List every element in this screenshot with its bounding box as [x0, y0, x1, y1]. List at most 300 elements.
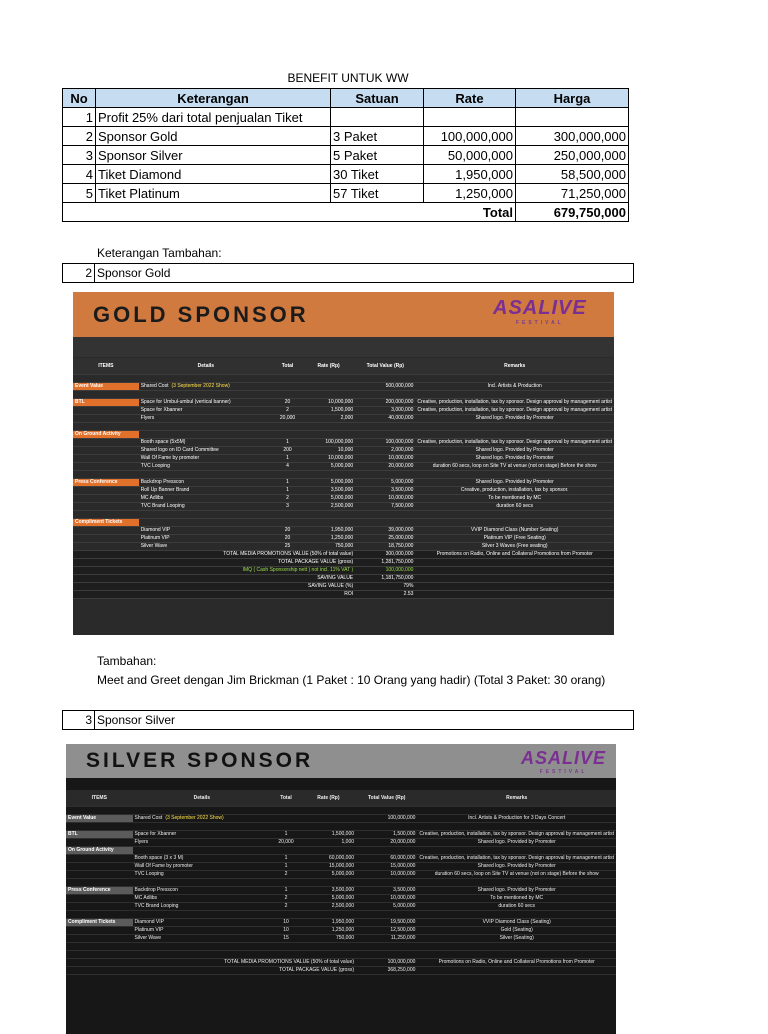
row-no: 1: [63, 108, 96, 127]
card-cell-r: 1,250,000: [302, 535, 355, 543]
card-cell-s: Press Conference: [73, 479, 139, 487]
card-cell-m: Shared logo. Provided by Promoter: [417, 839, 616, 847]
tambahan-label: Tambahan:: [97, 654, 157, 668]
card-cell-d: Flyers: [133, 839, 272, 847]
card-cell-t: [273, 375, 302, 383]
card-row: [66, 847, 616, 855]
card-cell-m: Silver 3 Waves (Free seating): [415, 543, 614, 551]
card-cell-s: [66, 823, 133, 831]
header-rate: Rate: [424, 89, 516, 108]
card-cell-v: 200,000,000: [355, 399, 415, 407]
summary-value: 1,281,750,000: [355, 559, 415, 567]
silver-card-title: SILVER SPONSOR: [86, 749, 314, 772]
card-cell-d: Platinum VIP: [139, 535, 273, 543]
card-cell-v: [355, 391, 415, 399]
row-no: 2: [63, 127, 96, 146]
card-cell-t: [271, 879, 301, 887]
card-cell-r: [302, 471, 355, 479]
card-cell-r: 1,950,000: [302, 527, 355, 535]
card-cell-r: 2,000: [302, 415, 355, 423]
row-satuan: 30 Tiket: [331, 165, 424, 184]
card-cell-v: [356, 951, 417, 959]
card-cell-r: [302, 375, 355, 383]
card-row: [66, 943, 616, 951]
card-column-header: Total Value (Rp): [356, 790, 417, 807]
card-cell-m: [417, 943, 616, 951]
card-cell-t: 2: [271, 895, 301, 903]
row-satuan: 3 Paket: [331, 127, 424, 146]
card-row: [73, 543, 614, 551]
card-cell-t: 3: [273, 503, 302, 511]
card-cell-t: [271, 911, 301, 919]
card-cell-t: 4: [273, 463, 302, 471]
card-cell-r: 2,500,000: [302, 503, 355, 511]
card-cell-m: Creative, production, installation, tax by sponsor. Design approval by management artist: [417, 831, 616, 839]
card-cell-r: 5,000,000: [302, 463, 355, 471]
card-cell-s: [73, 375, 139, 383]
card-cell-r: 5,000,000: [301, 895, 356, 903]
card-summary-row: [73, 567, 614, 575]
card-cell-m: [415, 391, 614, 399]
card-row: [66, 815, 616, 823]
card-cell-v: 11,250,000: [356, 935, 417, 943]
summary-remark: [415, 559, 614, 567]
summary-value: 1,181,750,000: [355, 575, 415, 583]
card-summary-row: [66, 967, 616, 975]
gold-card-header: [73, 292, 614, 337]
card-summary-row: [73, 591, 614, 599]
card-cell-t: [273, 519, 302, 527]
header-satuan: Satuan: [331, 89, 424, 108]
card-column-header: Rate (Rp): [301, 790, 356, 807]
card-cell-t: [271, 847, 301, 855]
card-cell-d: [139, 391, 273, 399]
card-cell-v: 1,500,000: [356, 831, 417, 839]
card-cell-r: [302, 391, 355, 399]
row-rate: 50,000,000: [424, 146, 516, 165]
card-cell-r: 10,000,000: [302, 399, 355, 407]
card-cell-d: Wall Of Fame by promoter: [139, 455, 273, 463]
card-cell-d: Silver Wave: [133, 935, 272, 943]
card-cell-t: 20,000: [273, 415, 302, 423]
card-cell-d: [133, 815, 272, 823]
card-cell-v: [356, 807, 417, 815]
card-row: [66, 887, 616, 895]
row-no: 4: [63, 165, 96, 184]
card-cell-m: Creative, production, installation, tax by sponsor.: [415, 487, 614, 495]
summary-label: ROI: [73, 591, 355, 599]
card-cell-d: Silver Wave: [139, 543, 273, 551]
row-harga: [516, 108, 629, 127]
summary-value: 300,000,000: [355, 551, 415, 559]
benefit-row: [63, 127, 629, 146]
card-cell-r: [302, 519, 355, 527]
card-cell-r: 1,500,000: [302, 407, 355, 415]
card-cell-t: 1: [271, 831, 301, 839]
benefit-row: [63, 108, 629, 127]
card-cell-t: [273, 471, 302, 479]
card-cell-s: Compliment Tickets: [73, 519, 139, 527]
card-cell-r: [301, 823, 356, 831]
card-cell-t: [271, 807, 301, 815]
benefit-row: [63, 184, 629, 203]
card-column-header: Details: [133, 790, 272, 807]
card-row: [66, 903, 616, 911]
row-rate: [424, 108, 516, 127]
card-cell-v: 100,000,000: [356, 815, 417, 823]
card-cell-v: 25,000,000: [355, 535, 415, 543]
card-column-header: Total: [273, 358, 302, 375]
card-summary-row: [73, 575, 614, 583]
card-cell-d: Roll Up Banner Brand: [139, 487, 273, 495]
card-cell-d: [133, 807, 272, 815]
card-cell-s: [73, 535, 139, 543]
card-row: [73, 463, 614, 471]
card-row: [66, 855, 616, 863]
row-harga: 58,500,000: [516, 165, 629, 184]
row-satuan: [331, 108, 424, 127]
row-rate: 1,950,000: [424, 165, 516, 184]
card-cell-v: [356, 847, 417, 855]
card-cell-s: [66, 879, 133, 887]
card-row: [66, 951, 616, 959]
card-column-header: Remarks: [417, 790, 616, 807]
card-cell-m: duration 60 secs: [415, 503, 614, 511]
page-title: BENEFIT UNTUK WW: [287, 71, 409, 85]
card-cell-d: [133, 943, 272, 951]
card-cell-s: [73, 471, 139, 479]
row-keterangan: Tiket Platinum: [96, 184, 331, 203]
card-cell-s: [73, 463, 139, 471]
silver-row-no: 3: [63, 711, 95, 729]
card-cell-r: 1,950,000: [301, 919, 356, 927]
card-cell-d: TVC Looping: [139, 463, 273, 471]
card-row: [73, 471, 614, 479]
summary-remark: [415, 583, 614, 591]
card-cell-t: 10: [271, 919, 301, 927]
summary-remark: Promotions on Radio, Online and Collateral Promotions from Promoter: [417, 959, 616, 967]
card-cell-d: Booth space (5x5M): [139, 439, 273, 447]
card-cell-m: Creative, production, installation, tax by sponsor. Design approval by management artist: [415, 399, 614, 407]
card-cell-m: Shared logo. Provided by Promoter: [417, 887, 616, 895]
card-cell-m: [417, 911, 616, 919]
card-cell-t: 1: [273, 479, 302, 487]
card-cell-t: 200: [273, 447, 302, 455]
card-cell-r: 5,000,000: [301, 871, 356, 879]
gold-sponsor-card: [73, 292, 614, 635]
row-no: 5: [63, 184, 96, 203]
card-cell-d: Wall Of Fame by promoter: [133, 863, 272, 871]
card-cell-s: Event Value: [73, 383, 139, 391]
card-column-header: Rate (Rp): [302, 358, 355, 375]
card-cell-d: Diamond VIP: [133, 919, 272, 927]
card-cell-v: 40,000,000: [355, 415, 415, 423]
card-cell-s: Compliment Tickets: [66, 919, 133, 927]
card-cell-m: Incl. Artists & Production for 3 Days Concert: [417, 815, 616, 823]
card-cell-s: [66, 903, 133, 911]
card-cell-t: [273, 391, 302, 399]
card-cell-s: [66, 951, 133, 959]
card-column-header: Total: [271, 790, 301, 807]
card-cell-m: [415, 375, 614, 383]
gold-card-title: GOLD SPONSOR: [93, 302, 309, 327]
benefit-total-row: [63, 203, 629, 222]
card-cell-t: 25: [273, 543, 302, 551]
card-cell-m: [417, 807, 616, 815]
card-cell-t: 10: [271, 927, 301, 935]
row-keterangan: Sponsor Gold: [96, 127, 331, 146]
card-cell-r: [301, 847, 356, 855]
card-cell-m: Creative, production, installation, tax by sponsor. Design approval by management artist: [415, 439, 614, 447]
card-cell-t: 1: [271, 855, 301, 863]
summary-remark: [415, 575, 614, 583]
card-row: [73, 495, 614, 503]
card-row: [73, 455, 614, 463]
card-cell-m: Creative, production, installation, tax by sponsor. Design approval by management artist: [417, 855, 616, 863]
card-cell-m: [417, 847, 616, 855]
card-cell-m: To be mentioned by MC: [417, 895, 616, 903]
card-header-row: [66, 790, 616, 807]
row-keterangan: Sponsor Silver: [96, 146, 331, 165]
card-cell-s: [66, 943, 133, 951]
card-row: [66, 879, 616, 887]
card-row: [66, 895, 616, 903]
card-cell-v: 10,000,000: [356, 895, 417, 903]
card-cell-d: [133, 951, 272, 959]
card-cell-v: 10,000,000: [356, 871, 417, 879]
card-cell-r: 60,000,000: [301, 855, 356, 863]
card-cell-s: [66, 871, 133, 879]
card-cell-r: [301, 807, 356, 815]
card-cell-r: [301, 951, 356, 959]
card-cell-v: 500,000,000: [355, 383, 415, 391]
card-cell-t: 2: [271, 903, 301, 911]
card-cell-m: Creative, production, installation, tax by sponsor. Design approval by management artist: [415, 407, 614, 415]
card-cell-t: 1: [271, 863, 301, 871]
card-row: [66, 831, 616, 839]
gold-row-no: 2: [63, 264, 95, 282]
card-cell-t: [273, 511, 302, 519]
card-cell-r: [302, 383, 355, 391]
card-cell-v: 10,000,000: [355, 455, 415, 463]
card-cell-m: [417, 879, 616, 887]
summary-label: TOTAL PACKAGE VALUE (gross): [73, 559, 355, 567]
card-row: [73, 439, 614, 447]
card-row: [73, 479, 614, 487]
card-cell-d: [139, 383, 273, 391]
card-cell-s: [73, 423, 139, 431]
card-summary-row: [73, 551, 614, 559]
card-cell-s: [66, 855, 133, 863]
card-cell-v: 15,000,000: [356, 863, 417, 871]
row-no: 3: [63, 146, 96, 165]
card-cell-r: 10,000,000: [302, 455, 355, 463]
silver-sponsor-row: [62, 710, 634, 730]
card-row: [73, 383, 614, 391]
card-cell-s: [66, 911, 133, 919]
row-keterangan: Tiket Diamond: [96, 165, 331, 184]
card-cell-d: Backdrop Presscon: [133, 887, 272, 895]
gold-row-text: Sponsor Gold: [97, 266, 171, 280]
card-cell-s: On Ground Activity: [66, 847, 133, 855]
card-cell-m: [415, 511, 614, 519]
card-row: [73, 535, 614, 543]
card-cell-t: 20,000: [271, 839, 301, 847]
card-cell-date: (3 September 2022 Show): [171, 383, 230, 389]
card-column-header: Details: [139, 358, 273, 375]
tambahan-text: Meet and Greet dengan Jim Brickman (1 Paket : 10 Orang yang hadir) (Total 3 Paket: 30 orang): [97, 673, 606, 687]
header-harga: Harga: [516, 89, 629, 108]
card-cell-v: [356, 823, 417, 831]
card-cell-m: Shared logo. Provided by Promoter: [415, 455, 614, 463]
card-cell-v: 10,000,000: [355, 495, 415, 503]
card-cell-s: On Ground Activity: [73, 431, 139, 439]
card-cell-m: Silver (Seating): [417, 935, 616, 943]
summary-label: TOTAL MEDIA PROMOTIONS VALUE (50% of total value): [66, 959, 356, 967]
card-cell-t: [273, 423, 302, 431]
card-cell-date: (3 September 2022 Show): [165, 815, 224, 821]
card-cell-r: 1,500,000: [301, 831, 356, 839]
card-row: [73, 391, 614, 399]
card-row: [66, 839, 616, 847]
card-cell-v: [355, 431, 415, 439]
card-cell-r: 10,000: [302, 447, 355, 455]
benefit-header-row: [63, 89, 629, 108]
card-cell-m: [417, 823, 616, 831]
card-cell-d: Diamond VIP: [139, 527, 273, 535]
silver-card-header: [66, 744, 616, 778]
card-cell-d: [133, 911, 272, 919]
card-cell-s: [73, 407, 139, 415]
card-cell-t: [273, 431, 302, 439]
card-cell-v: [355, 423, 415, 431]
card-cell-d: [139, 431, 273, 439]
card-cell-v: 20,000,000: [356, 839, 417, 847]
card-cell-s: [66, 839, 133, 847]
card-cell-d: [133, 823, 272, 831]
card-row: [66, 927, 616, 935]
card-row: [73, 407, 614, 415]
card-cell-t: 2: [273, 495, 302, 503]
card-cell-r: [301, 943, 356, 951]
card-column-header: Total Value (Rp): [355, 358, 415, 375]
benefit-table: [62, 88, 629, 222]
card-cell-m: [415, 519, 614, 527]
row-harga: 71,250,000: [516, 184, 629, 203]
card-cell-r: 15,000,000: [301, 863, 356, 871]
card-cell-v: 5,000,000: [355, 479, 415, 487]
card-cell-d: TVC Brand Looping: [139, 503, 273, 511]
row-harga: 250,000,000: [516, 146, 629, 165]
card-row: [73, 511, 614, 519]
card-cell-m: Platinum VIP (Free Seating): [415, 535, 614, 543]
header-keterangan: Keterangan: [96, 89, 331, 108]
card-cell-t: 2: [271, 871, 301, 879]
card-cell-s: BTL: [66, 831, 133, 839]
card-cell-r: [301, 911, 356, 919]
card-cell-r: 1,250,000: [301, 927, 356, 935]
card-cell-v: 5,000,000: [356, 903, 417, 911]
card-header-row: [73, 358, 614, 375]
card-cell-r: 750,000: [301, 935, 356, 943]
card-cell-r: [302, 423, 355, 431]
card-cell-v: 60,000,000: [356, 855, 417, 863]
row-keterangan: Profit 25% dari total penjualan Tiket: [96, 108, 331, 127]
summary-label: SAVING VALUE: [73, 575, 355, 583]
row-rate: 1,250,000: [424, 184, 516, 203]
card-cell-v: 3,500,000: [355, 487, 415, 495]
card-cell-s: [73, 543, 139, 551]
card-cell-m: Incl. Artists & Production: [415, 383, 614, 391]
card-cell-d: [139, 471, 273, 479]
card-cell-s: [73, 487, 139, 495]
card-cell-r: 3,500,000: [302, 487, 355, 495]
card-cell-v: 39,000,000: [355, 527, 415, 535]
card-row: [66, 911, 616, 919]
card-summary-row: [66, 959, 616, 967]
card-cell-detail: Shared Cost: [140, 383, 169, 389]
extra-label: Keterangan Tambahan:: [97, 246, 222, 260]
card-cell-t: [271, 815, 301, 823]
card-cell-v: 100,000,000: [355, 439, 415, 447]
card-cell-t: [271, 943, 301, 951]
total-label: Total: [424, 203, 516, 222]
card-cell-s: [73, 527, 139, 535]
card-cell-v: 2,000,000: [355, 447, 415, 455]
gold-card-stripe: [73, 337, 614, 357]
card-cell-v: [356, 943, 417, 951]
card-cell-s: [73, 439, 139, 447]
card-cell-m: [415, 471, 614, 479]
silver-row-text: Sponsor Silver: [97, 713, 176, 727]
card-row: [73, 519, 614, 527]
card-row: [66, 863, 616, 871]
summary-label: TOTAL MEDIA PROMOTIONS VALUE (50% of total value): [73, 551, 355, 559]
card-cell-v: 3,000,000: [355, 407, 415, 415]
card-cell-s: [66, 807, 133, 815]
card-cell-m: duration 60 secs: [417, 903, 616, 911]
card-cell-s: [73, 447, 139, 455]
card-cell-s: [66, 863, 133, 871]
summary-remark: [417, 967, 616, 975]
summary-label: IMQ ( Cash Sponsorship nett ) not incl. 11% VAT ): [73, 567, 355, 575]
card-cell-s: Press Conference: [66, 887, 133, 895]
benefit-row: [63, 146, 629, 165]
card-cell-r: [302, 511, 355, 519]
card-cell-v: 7,500,000: [355, 503, 415, 511]
card-row: [73, 431, 614, 439]
card-cell-d: Space for Xbanner: [133, 831, 272, 839]
card-cell-m: Gold (Seating): [417, 927, 616, 935]
card-cell-m: [417, 951, 616, 959]
card-cell-s: [73, 455, 139, 463]
card-cell-v: 20,000,000: [355, 463, 415, 471]
card-cell-d: Booth space (3 x 3 M): [133, 855, 272, 863]
card-cell-v: [355, 375, 415, 383]
card-cell-m: Shared logo. Provided by Promoter: [415, 479, 614, 487]
card-cell-s: [73, 495, 139, 503]
summary-remark: Promotions on Radio, Online and Collateral Promotions from Promoter: [415, 551, 614, 559]
card-cell-t: [271, 823, 301, 831]
card-cell-d: [139, 375, 273, 383]
card-summary-row: [73, 559, 614, 567]
total-value: 679,750,000: [516, 203, 629, 222]
card-row: [66, 871, 616, 879]
card-column-header: Remarks: [415, 358, 614, 375]
card-row: [66, 807, 616, 815]
summary-remark: [415, 591, 614, 599]
card-cell-r: 100,000,000: [302, 439, 355, 447]
